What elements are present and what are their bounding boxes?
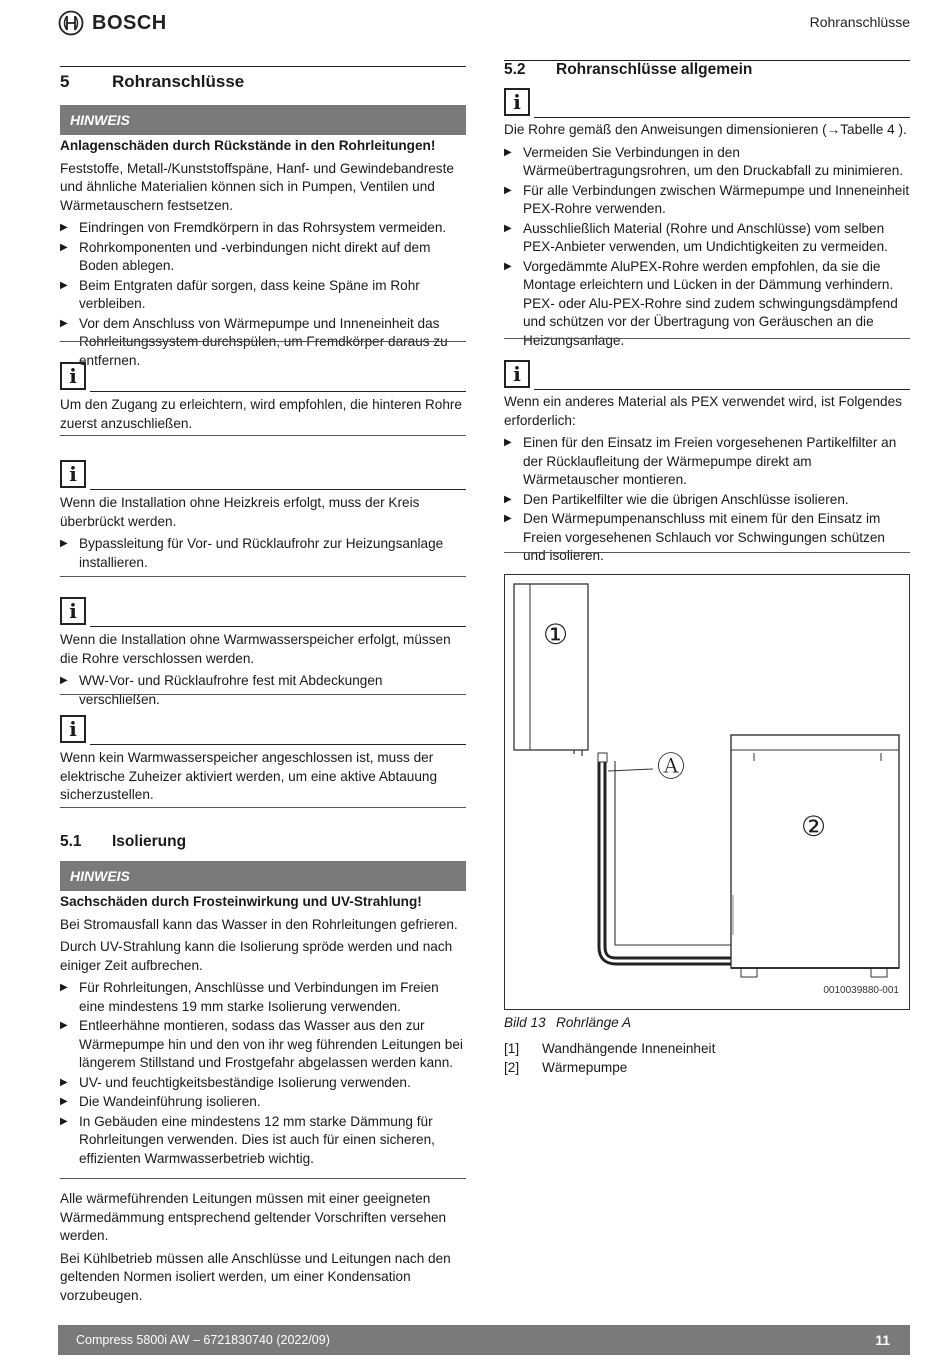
divider: [504, 552, 910, 553]
paragraph: Bei Kühlbetrieb müssen alle Anschlüsse und Leitungen nach den geltenden Normen isoliert werden, um einer Kondensation vorzubeugen.: [60, 1250, 451, 1303]
info-header: [60, 460, 466, 490]
info-body: [504, 393, 910, 567]
info-body: [60, 396, 466, 437]
label-heat-pump: ②: [801, 811, 827, 842]
info-text: Wenn kein Warmwasserspeicher angeschlossen ist, muss der elektrische Zuheizer aktiviert werden, um eine aktive Abtauung sicherzustellen.: [60, 750, 438, 802]
notice-bar: HINWEIS: [60, 105, 466, 135]
info-header: [504, 360, 910, 390]
info-list: [504, 144, 910, 351]
list-item: ▶ UV- und feuchtigkeitsbeständige Isolierung verwenden.: [60, 1074, 466, 1093]
info-rule: [90, 744, 466, 745]
brand-name: BOSCH: [92, 11, 167, 34]
subsection-heading: [60, 833, 466, 852]
figure-caption-text: Rohrlänge A: [556, 1015, 632, 1030]
list-item: ▶ Die Wandeinführung isolieren.: [60, 1093, 466, 1112]
divider: [60, 576, 466, 577]
info-list: [60, 672, 466, 709]
subsection-title: Isolierung: [112, 833, 187, 850]
label-pipe-length: Ⓐ: [657, 751, 686, 782]
list-item: ▶ In Gebäuden eine mindestens 12 mm starke Dämmung für Rohrleitungen verwenden. Dies ist auch für einen sicheren, effizienten Warmwasserbetrieb wichtig.: [60, 1113, 466, 1169]
info-text: Die Rohre gemäß den Anweisungen dimensionieren (→Tabelle 4 ).: [504, 122, 907, 137]
list-item: ▶ Vor dem Anschluss von Wärmepumpe und Inneneinheit das Rohrleitungssystem durchspülen, um Fremdkörper daraus zu entfernen.: [60, 315, 466, 371]
pipe-thin: [615, 761, 731, 945]
notice-body: [60, 893, 466, 1169]
info-body: [60, 631, 466, 710]
brand: [58, 10, 167, 36]
info-header: [60, 715, 466, 745]
legend-key: [1]: [504, 1041, 520, 1056]
pipe-core: [602, 761, 731, 961]
figure-caption: [504, 1014, 631, 1033]
list-item: ▶ Beim Entgraten dafür sorgen, dass keine Späne im Rohr verbleiben.: [60, 277, 466, 314]
info-rule: [534, 389, 910, 390]
info-rule: [90, 489, 466, 490]
info-icon: i: [60, 362, 86, 390]
list-item: ▶ Eindringen von Fremdkörpern in das Rohrsystem vermeiden.: [60, 219, 466, 238]
notice-text: Durch UV-Strahlung kann die Isolierung spröde werden und nach einiger Zeit aufbrechen.: [60, 939, 453, 973]
notice-list: [60, 979, 466, 1168]
heat-pump-outline: [731, 735, 899, 968]
legend-row: [504, 1059, 910, 1078]
info-text: Um den Zugang zu erleichtern, wird empfohlen, die hinteren Rohre zuerst anzuschließen.: [60, 397, 462, 431]
divider: [504, 338, 910, 339]
figure-caption-label: Bild 13: [504, 1015, 546, 1030]
list-item: ▶ Vorgedämmte AluPEX-Rohre werden empfohlen, da sie die Montage erleichtern und Lücken in der Dämmung verhindern. PEX- oder Alu-PEX-Rohre sind zudem schwingungsdämpfend und schützen vor der Übertragung von Geräuschen an die Heizungsanlage.: [504, 258, 910, 351]
body-text: [60, 1190, 466, 1309]
list-item: ▶ Vermeiden Sie Verbindungen in den Wärmeübertragungsrohren, um den Druckabfall zu minimieren.: [504, 144, 910, 181]
info-header: [504, 88, 910, 118]
info-icon: i: [60, 715, 86, 743]
info-rule: [534, 117, 910, 118]
notice-heading: Sachschäden durch Frosteinwirkung und UV-Strahlung!: [60, 894, 422, 909]
info-text: Wenn ein anderes Material als PEX verwendet wird, ist Folgendes erforderlich:: [504, 394, 902, 428]
notice-list: [60, 219, 466, 370]
pipe-fitting: [598, 753, 607, 762]
notice-body: [60, 137, 466, 371]
list-item: ▶ Den Partikelfilter wie die übrigen Anschlüsse isolieren.: [504, 491, 910, 510]
running-head: Rohranschlüsse: [809, 14, 910, 30]
info-text: Wenn die Installation ohne Warmwasserspeicher erfolgt, müssen die Rohre verschlossen werden.: [60, 632, 451, 666]
notice-text: Feststoffe, Metall-/Kunststoffspäne, Hanf- und Gewindebandreste und ähnliche Materialien können sich in Pumpen, Ventilen und Wärmetauschern festsetzen.: [60, 160, 454, 213]
footer-text: Compress 5800i AW – 6721830740 (2022/09): [76, 1333, 330, 1347]
subsection-number: 5.2: [504, 61, 526, 78]
notice-text: Bei Stromausfall kann das Wasser in den Rohrleitungen gefrieren.: [60, 916, 458, 932]
page-number: 11: [875, 1332, 890, 1348]
footer-bar: [58, 1325, 910, 1355]
notice-bar: HINWEIS: [60, 861, 466, 891]
info-icon: i: [60, 460, 86, 488]
divider: [60, 807, 466, 808]
legend-key: [2]: [504, 1059, 520, 1075]
info-header: [60, 362, 466, 392]
info-icon: i: [60, 597, 86, 625]
info-icon: i: [504, 88, 530, 116]
list-item: ▶ Bypassleitung für Vor- und Rücklaufrohr zur Heizungsanlage installieren.: [60, 535, 466, 572]
list-item: ▶ Rohrkomponenten und -verbindungen nicht direkt auf dem Boden ablegen.: [60, 239, 466, 276]
list-item: ▶ Entleerhähne montieren, sodass das Wasser aus den zur Wärmepumpe hin und den von ihr weg führenden Leitungen bei längerem Stillstand und Frostgefahr abgelassen werden kann.: [60, 1017, 466, 1073]
divider: [60, 341, 466, 342]
legend-text: Wandhängende Inneneinheit: [542, 1041, 716, 1056]
divider: [60, 1178, 466, 1179]
legend-row: [504, 1040, 910, 1059]
list-item: ▶ Für Rohrleitungen, Anschlüsse und Verbindungen im Freien eine mindestens 19 mm starke Isolierung verwenden.: [60, 979, 466, 1016]
info-list: [504, 434, 910, 566]
list-item: ▶ Ausschließlich Material (Rohre und Anschlüsse) vom selben PEX-Anbieter verwenden, um Undichtigkeiten zu vermeiden.: [504, 220, 910, 257]
figure-id: 0010039880-001: [823, 984, 899, 996]
info-icon: i: [504, 360, 530, 388]
section-number: 5: [60, 72, 70, 91]
list-item: ▶ WW-Vor- und Rücklaufrohre fest mit Abdeckungen verschließen.: [60, 672, 466, 709]
info-text: Wenn die Installation ohne Heizkreis erfolgt, muss der Kreis überbrückt werden.: [60, 495, 420, 529]
indoor-unit-outline: [514, 584, 588, 750]
subsection-title: Rohranschlüsse allgemein: [556, 61, 753, 78]
legend-text: Wärmepumpe: [542, 1059, 628, 1075]
section-title: Rohranschlüsse: [112, 72, 245, 91]
info-body: [504, 121, 910, 351]
label-indoor-unit: ①: [543, 619, 569, 650]
list-item: ▶ Einen für den Einsatz im Freien vorgesehenen Partikelfilter an der Rücklaufleitung der Wärmepumpe direkt am Wärmetauscher montieren.: [504, 434, 910, 490]
divider: [60, 694, 466, 695]
bosch-logo-icon: [58, 10, 84, 36]
divider: [60, 435, 466, 436]
info-list: [60, 535, 466, 572]
info-header: [60, 597, 466, 627]
subsection-number: 5.1: [60, 833, 82, 850]
subsection-heading: [504, 60, 910, 80]
info-rule: [90, 626, 466, 627]
paragraph: Alle wärmeführenden Leitungen müssen mit einer geeigneten Wärmedämmung entsprechend geltender Vorschriften versehen werden.: [60, 1191, 447, 1243]
figure-legend: [504, 1040, 910, 1077]
info-body: [60, 494, 466, 573]
notice-heading: Anlagenschäden durch Rückstände in den Rohrleitungen!: [60, 138, 436, 153]
info-body: [60, 749, 466, 809]
info-rule: [90, 391, 466, 392]
list-item: ▶ Für alle Verbindungen zwischen Wärmepumpe und Inneneinheit PEX-Rohre verwenden.: [504, 182, 910, 219]
figure-pipe-length: [504, 574, 910, 1010]
list-item: ▶ Den Wärmepumpenanschluss mit einem für den Einsatz im Freien vorgesehenen Schlauch vor Schwingungen schützen und isolieren.: [504, 510, 910, 566]
pipe-insulated: [602, 761, 731, 961]
section-heading: [60, 66, 466, 99]
